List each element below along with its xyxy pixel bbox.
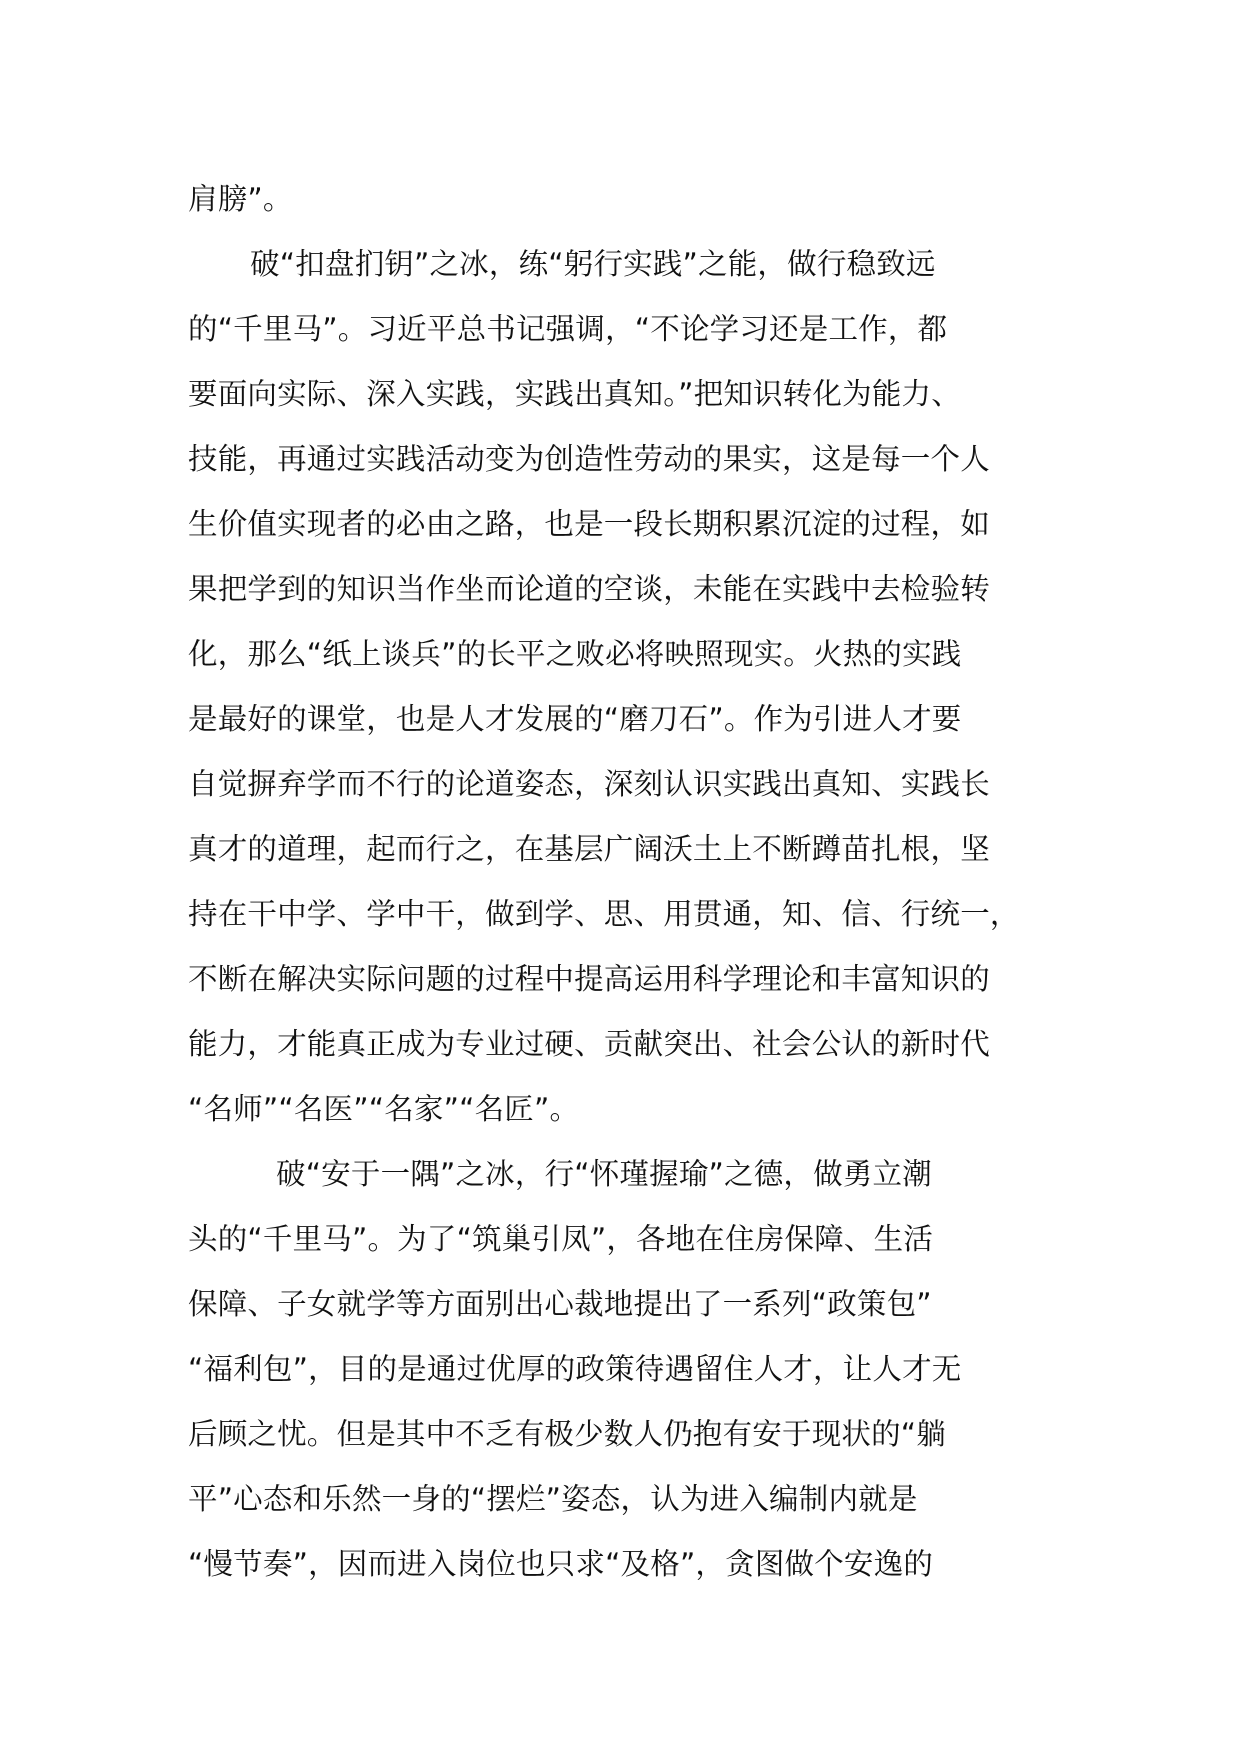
text-line: 真才的道理，起而行之，在基层广阔沃土上不断蹲苗扎根，坚 — [188, 832, 990, 866]
text-line: “名师”“名医”“名家”“名匠”。 — [188, 1092, 580, 1126]
text-line: 持在干中学、学中干，做到学、思、用贯通，知、信、行统一， — [188, 897, 1020, 931]
text-line: “慢节奏”，因而进入岗位也只求“及格”，贪图做个安逸的 — [188, 1547, 934, 1581]
text-line: 后顾之忧。但是其中不乏有极少数人仍抱有安于现状的“躺 — [188, 1417, 946, 1451]
text-line: 化，那么“纸上谈兵”的长平之败必将映照现实。火热的实践 — [188, 637, 962, 671]
text-line: 果把学到的知识当作坐而论道的空谈，未能在实践中去检验转 — [188, 572, 990, 606]
text-line: 是最好的课堂，也是人才发展的“磨刀石”。作为引进人才要 — [188, 702, 962, 736]
paragraph-start-line: 破“安于一隅”之冰，行“怀瑾握瑜”之德，做勇立潮 — [276, 1157, 932, 1191]
text-line: 自觉摒弃学而不行的论道姿态，深刻认识实践出真知、实践长 — [188, 767, 990, 801]
body-text — [188, 167, 1088, 1597]
text-line: 不断在解决实际问题的过程中提高运用科学理论和丰富知识的 — [188, 962, 990, 996]
text-line: 要面向实际、深入实践，实践出真知。”把知识转化为能力、 — [188, 377, 961, 411]
paragraph-start-line: 破“扣盘扪钥”之冰，练“躬行实践”之能，做行稳致远 — [250, 247, 936, 281]
text-line: 保障、子女就学等方面别出心裁地提出了一系列“政策包” — [188, 1287, 932, 1321]
text-line: 头的“千里马”。为了“筑巢引凤”，各地在住房保障、生活 — [188, 1222, 934, 1256]
text-line: 肩膀”。 — [188, 182, 293, 216]
text-line: 生价值实现者的必由之路，也是一段长期积累沉淀的过程，如 — [188, 507, 990, 541]
text-line: 的“千里马”。习近平总书记强调，“不论学习还是工作，都 — [188, 312, 948, 346]
text-line: 平”心态和乐然一身的“摆烂”姿态，认为进入编制内就是 — [188, 1482, 918, 1516]
text-line: “福利包”，目的是通过优厚的政策待遇留住人才，让人才无 — [188, 1352, 962, 1386]
text-line: 能力，才能真正成为专业过硬、贡献突出、社会公认的新时代 — [188, 1027, 990, 1061]
text-line: 技能，再通过实践活动变为创造性劳动的果实，这是每一个人 — [188, 442, 990, 476]
